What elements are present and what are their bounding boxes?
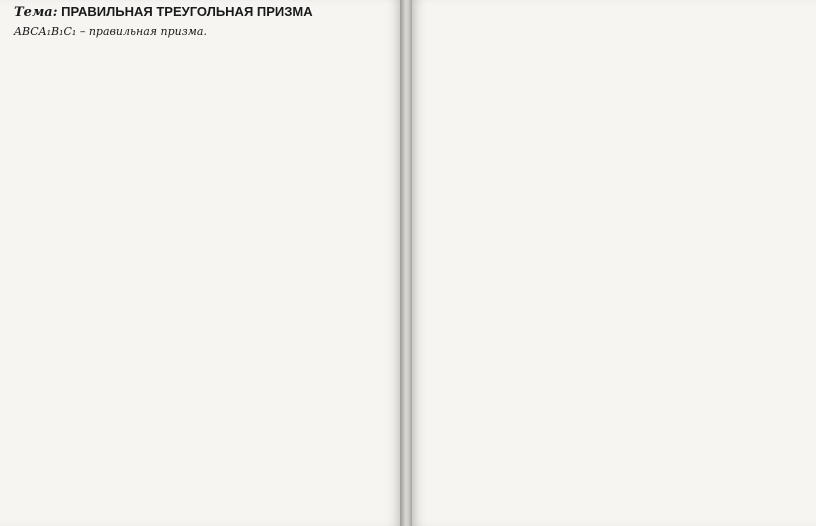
right-page [412, 0, 816, 526]
page-title [14, 4, 313, 20]
topic-label: Тема: [14, 5, 58, 20]
left-page [0, 0, 402, 526]
page-subtitle: ABCA₁B₁C₁ – правильная призма. [14, 25, 207, 38]
topic-title: ПРАВИЛЬНАЯ ТРЕУГОЛЬНАЯ ПРИЗМА [61, 4, 313, 19]
